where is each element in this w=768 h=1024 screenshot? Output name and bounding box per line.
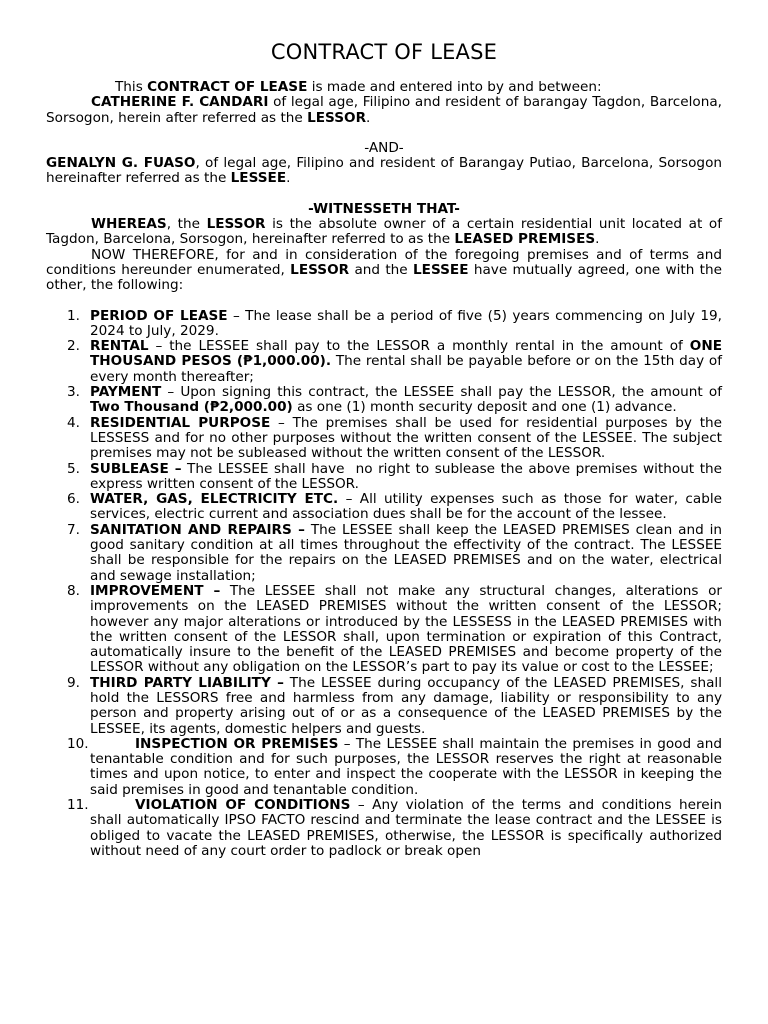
clause-number: 3.	[67, 384, 80, 401]
lessee-text: , of legal age, Filipino and resident of Barangay Putiao, Barcelona, Sorsogon hereinafter referred as the	[46, 155, 722, 187]
clause-number: 7.	[67, 521, 80, 538]
clause-text: – The premises shall be used for residential purposes by the LESSESS and for no other purposes without the written consent of the LESSEE. The subject premises may not be subleased without the written consent of the LESSOR.	[90, 414, 722, 462]
clause-text-end: The rental shall be payable before or on the 15th day of every month thereafter;	[90, 353, 722, 385]
clause-text: – The LESSEE shall maintain the premises in good and tenantable condition and for such purposes, the LESSOR reserves the right at reasonable times and upon notice, to enter and inspect the cooperate with the LESSOR in keeping the said premises in good and tenantable condition.	[90, 735, 723, 798]
clause-heading: VIOLATION OF CONDITIONS	[135, 797, 351, 814]
clause-heading: PAYMENT	[90, 384, 162, 401]
lessor-role: LESSOR	[307, 109, 367, 126]
now-therefore-lessee: LESSEE	[413, 261, 469, 278]
lessor-end: .	[366, 109, 371, 126]
lessee-name: GENALYN G. FUASO	[46, 155, 196, 172]
witnesseth-text: -WITNESSETH THAT-	[308, 200, 460, 217]
clause-heading: THIRD PARTY LIABILITY –	[90, 674, 284, 691]
clause-number: 11.	[67, 797, 89, 814]
clause-text-end: as one (1) month security deposit and one (1) advance.	[292, 399, 677, 416]
clause-text: – the LESSEE shall pay to the LESSOR a monthly rental in the amount of	[148, 338, 690, 355]
lessor-name: CATHERINE F. CANDARI	[91, 94, 269, 111]
now-therefore-text-1: NOW THEREFORE, for and in consideration of the foregoing premises and of terms and conditions hereunder enumerated,	[46, 246, 722, 278]
now-therefore-paragraph	[46, 248, 722, 294]
witnesseth-heading	[46, 202, 722, 217]
clause-heading: RENTAL	[90, 338, 149, 355]
clause-item	[46, 584, 722, 676]
intro-bold: CONTRACT OF LEASE	[147, 79, 308, 95]
clause-amount: ONE THOUSAND PESOS (₱1,000.00).	[90, 338, 722, 370]
intro-paragraph	[46, 65, 722, 95]
clause-text: – All utility expenses such as those for water, cable services, electric current and association dues shall be for the account of the lessee.	[90, 491, 722, 523]
now-therefore-lessor: LESSOR	[290, 261, 350, 278]
lessor-paragraph	[46, 95, 722, 126]
clause-item	[46, 798, 722, 859]
clause-text: The LESSEE shall keep the LEASED PREMISES clean and in good sanitary condition at all times throughout the effectivity of the contract. The LESSEE shall be responsible for the repairs on the LEASED PREMISES and on the water, electrical and sewage installation;	[90, 521, 723, 584]
clause-heading: SUBLEASE –	[90, 460, 182, 477]
clause-text: – Any violation of the terms and conditions herein shall automatically IPSO FACTO rescind and terminate the lease contract and the LESSEE is obliged to vacate the LEASED PREMISES, otherwise, the LESSOR is specifically authorized without need of any court order to padlock or break open	[90, 797, 722, 859]
clause-number: 1.	[67, 307, 80, 324]
clause-heading: SANITATION AND REPAIRS –	[90, 521, 305, 538]
clause-number: 2.	[67, 338, 80, 355]
now-therefore-text-3: have mutually agreed, one with the other, the following:	[46, 261, 722, 294]
lessor-text: of legal age, Filipino and resident of barangay Tagdon, Barcelona, Sorsogon, herein after referred as the	[46, 94, 722, 126]
now-therefore-text-2: and the	[349, 261, 414, 278]
clause-text: – Upon signing this contract, the LESSEE shall pay the LESSOR, the amount of	[161, 384, 722, 401]
clause-text: The LESSEE shall have no right to sublease the above premises without the express written consent of the LESSOR.	[90, 460, 727, 492]
document-title: CONTRACT OF LEASE	[270, 40, 498, 64]
clause-item	[46, 676, 722, 737]
clause-heading: WATER, GAS, ELECTRICITY ETC.	[90, 491, 339, 508]
clause-number: 6.	[67, 491, 80, 508]
intro-text-end: is made and entered into by and between:	[307, 79, 602, 95]
clause-heading: PERIOD OF LEASE	[90, 307, 228, 324]
lessee-end: .	[286, 170, 291, 187]
clause-item	[46, 737, 722, 798]
whereas-text-2: is the absolute owner of a certain residential unit located at of Tagdon, Barcelona, Sorsogon, hereinafter referred to as the	[46, 216, 722, 248]
clause-item	[46, 309, 722, 340]
clause-heading: IMPROVEMENT –	[90, 582, 221, 599]
clause-list	[46, 307, 727, 860]
whereas-lessor: LESSOR	[206, 216, 266, 233]
whereas-text-1: , the	[166, 216, 207, 233]
whereas-premises: LEASED PREMISES	[454, 231, 596, 248]
whereas-text-3: .	[595, 231, 600, 248]
clause-number: 9.	[67, 674, 80, 691]
whereas-paragraph	[46, 217, 722, 248]
clause-amount: Two Thousand (₱2,000.00)	[90, 399, 293, 416]
clause-number: 4.	[67, 414, 80, 431]
clause-item	[46, 339, 722, 385]
clause-number: 10.	[67, 735, 89, 752]
clause-item	[46, 492, 722, 523]
clause-heading: RESIDENTIAL PURPOSE	[90, 414, 271, 431]
clause-item	[46, 416, 722, 462]
clause-text: The LESSEE shall not make any structural changes, alterations or improvements on the LEASED PREMISES without the written consent of the LESSOR; however any major alterations or introduced by the LESSESS in the LEASED PREMISES with the written consent of the LESSOR shall, upon termination or expiration of this Contract, automatically insure to the benefit of the LEASED PREMISES and become property of the LESSOR without any obligation on the LESSOR’s part to pay its value or cost to the LESSEE;	[90, 582, 722, 676]
clause-text: The LESSEE during occupancy of the LEASED PREMISES, shall hold the LESSORS free and harmless from any damage, liability or responsibility to any person and property arising out of or as a consequence of the LEASED PREMISES by the LESSEE, its agents, domestic helpers and guests.	[90, 674, 722, 737]
and-separator: -AND-	[364, 139, 404, 156]
intro-text: This	[115, 79, 148, 95]
clause-number: 8.	[67, 582, 80, 599]
clause-item	[46, 460, 727, 493]
clause-number: 5.	[67, 460, 80, 477]
lessee-role: LESSEE	[230, 170, 287, 187]
clause-item	[46, 385, 722, 416]
clause-text: – The lease shall be a period of five (5) years commencing on July 19, 2024 to July, 2029.	[90, 307, 722, 339]
clause-heading: INSPECTION OR PREMISES	[135, 735, 339, 752]
clause-item	[46, 523, 722, 584]
whereas-word: WHEREAS	[91, 216, 167, 233]
lessee-paragraph	[46, 156, 722, 187]
